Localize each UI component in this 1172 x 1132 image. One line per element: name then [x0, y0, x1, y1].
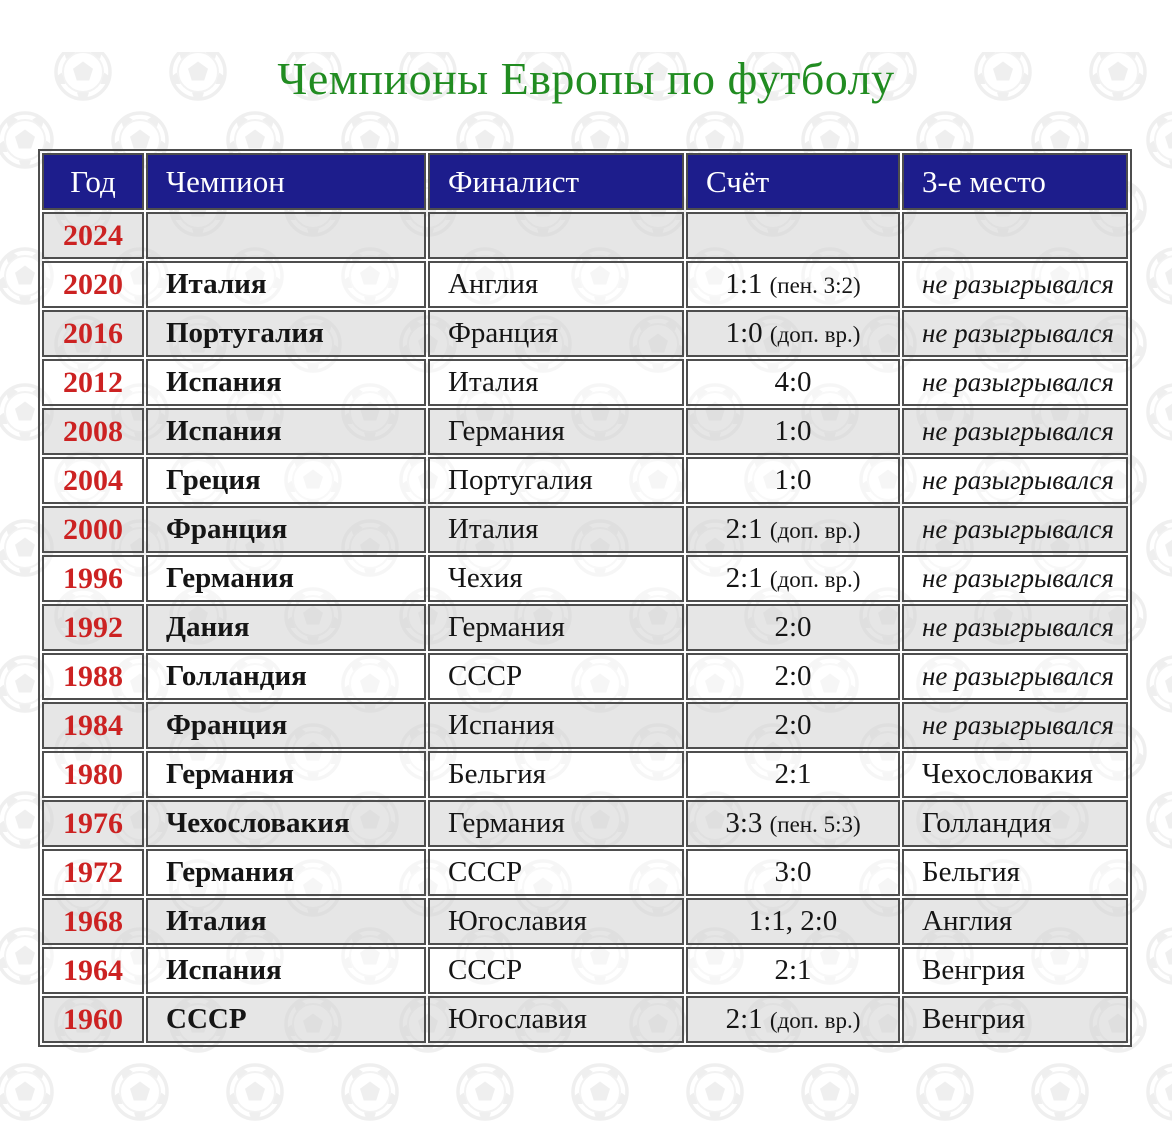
- table-row: [42, 261, 1128, 308]
- soccer-ball-icon: [0, 1065, 52, 1119]
- score-cell: [686, 457, 900, 504]
- year-cell: 2008: [42, 408, 144, 455]
- table-row: [42, 506, 1128, 553]
- year-cell: 1964: [42, 947, 144, 994]
- year-cell: 2012: [42, 359, 144, 406]
- champion-cell: Италия: [146, 261, 426, 308]
- header-third-place: 3-е место: [902, 153, 1128, 210]
- year-cell: 1996: [42, 555, 144, 602]
- score-main: 2:0: [774, 709, 812, 741]
- third-place-cell: Голландия: [902, 800, 1128, 847]
- score-cell: [686, 408, 900, 455]
- score-main: 2:1: [774, 758, 812, 790]
- score-main: 1:0: [774, 464, 812, 496]
- third-place-cell: Англия: [902, 898, 1128, 945]
- finalist-cell: Италия: [428, 506, 684, 553]
- score-cell: [686, 898, 900, 945]
- table-header-row: [42, 153, 1128, 210]
- finalist-cell: Испания: [428, 702, 684, 749]
- finalist-cell: СССР: [428, 849, 684, 896]
- score-main: 4:0: [774, 366, 812, 398]
- score-cell: [686, 996, 900, 1043]
- score-main: 2:0: [774, 660, 812, 692]
- table-row: [42, 555, 1128, 602]
- score-note: (доп. вр.): [769, 567, 861, 592]
- year-cell: 2016: [42, 310, 144, 357]
- score-cell: [686, 800, 900, 847]
- champion-cell: Чехословакия: [146, 800, 426, 847]
- score-cell: [686, 261, 900, 308]
- table-row: [42, 212, 1128, 259]
- champion-cell: Германия: [146, 555, 426, 602]
- champion-cell: Дания: [146, 604, 426, 651]
- header-year: Год: [42, 153, 144, 210]
- score-main: 2:0: [774, 611, 812, 643]
- third-place-cell: не разыгрывался: [902, 506, 1128, 553]
- score-note: (доп. вр.): [769, 322, 861, 347]
- soccer-ball-icon: [228, 1065, 282, 1119]
- champion-cell: Италия: [146, 898, 426, 945]
- score-cell: [686, 702, 900, 749]
- header-champion: Чемпион: [146, 153, 426, 210]
- score-main: 3:0: [774, 856, 812, 888]
- score-note: (пен. 5:3): [769, 812, 861, 837]
- champion-cell: [146, 212, 426, 259]
- score-main: 1:1, 2:0: [748, 905, 838, 937]
- score-main: 2:1: [725, 562, 763, 594]
- page-title: Чемпионы Европы по футболу: [277, 53, 895, 104]
- champion-cell: Голландия: [146, 653, 426, 700]
- third-place-cell: не разыгрывался: [902, 604, 1128, 651]
- finalist-cell: Германия: [428, 800, 684, 847]
- score-cell: [686, 849, 900, 896]
- page-content: [0, 52, 1172, 1047]
- finalist-cell: Чехия: [428, 555, 684, 602]
- soccer-ball-icon: [1148, 1065, 1172, 1119]
- champion-cell: Португалия: [146, 310, 426, 357]
- score-main: 1:0: [725, 317, 763, 349]
- table-row: [42, 653, 1128, 700]
- score-main: 1:1: [725, 268, 763, 300]
- champion-cell: Франция: [146, 702, 426, 749]
- finalist-cell: СССР: [428, 947, 684, 994]
- table-row: [42, 800, 1128, 847]
- table-row: [42, 604, 1128, 651]
- finalist-cell: Португалия: [428, 457, 684, 504]
- finalist-cell: Германия: [428, 604, 684, 651]
- soccer-ball-icon: [113, 1065, 167, 1119]
- table-row: [42, 702, 1128, 749]
- third-place-cell: Венгрия: [902, 947, 1128, 994]
- score-cell: [686, 653, 900, 700]
- year-cell: 2020: [42, 261, 144, 308]
- score-cell: [686, 212, 900, 259]
- table-body: [42, 212, 1128, 1043]
- champion-cell: СССР: [146, 996, 426, 1043]
- year-cell: 2024: [42, 212, 144, 259]
- soccer-ball-icon: [458, 1065, 512, 1119]
- third-place-cell: не разыгрывался: [902, 457, 1128, 504]
- score-main: 2:1: [725, 513, 763, 545]
- soccer-ball-icon: [573, 1065, 627, 1119]
- champion-cell: Франция: [146, 506, 426, 553]
- third-place-cell: не разыгрывался: [902, 408, 1128, 455]
- finalist-cell: Италия: [428, 359, 684, 406]
- third-place-cell: не разыгрывался: [902, 310, 1128, 357]
- table-row: [42, 751, 1128, 798]
- table-row: [42, 310, 1128, 357]
- score-cell: [686, 506, 900, 553]
- year-cell: 2000: [42, 506, 144, 553]
- champion-cell: Греция: [146, 457, 426, 504]
- soccer-ball-icon: [343, 1065, 397, 1119]
- champion-cell: Испания: [146, 947, 426, 994]
- finalist-cell: Франция: [428, 310, 684, 357]
- year-cell: 1980: [42, 751, 144, 798]
- score-note: (доп. вр.): [769, 1008, 861, 1033]
- table-row: [42, 996, 1128, 1043]
- header-finalist: Финалист: [428, 153, 684, 210]
- table-row: [42, 457, 1128, 504]
- finalist-cell: Югославия: [428, 898, 684, 945]
- champion-cell: Германия: [146, 751, 426, 798]
- third-place-cell: не разыгрывался: [902, 359, 1128, 406]
- table-row: [42, 849, 1128, 896]
- score-cell: [686, 604, 900, 651]
- third-place-cell: [902, 212, 1128, 259]
- finalist-cell: [428, 212, 684, 259]
- year-cell: 1968: [42, 898, 144, 945]
- year-cell: 1988: [42, 653, 144, 700]
- score-cell: [686, 751, 900, 798]
- finalist-cell: Бельгия: [428, 751, 684, 798]
- year-cell: 1960: [42, 996, 144, 1043]
- year-cell: 1972: [42, 849, 144, 896]
- table-row: [42, 898, 1128, 945]
- champion-cell: Германия: [146, 849, 426, 896]
- soccer-ball-icon: [803, 1065, 857, 1119]
- score-main: 2:1: [774, 954, 812, 986]
- soccer-ball-icon: [688, 1065, 742, 1119]
- score-main: 1:0: [774, 415, 812, 447]
- third-place-cell: не разыгрывался: [902, 702, 1128, 749]
- finalist-cell: Германия: [428, 408, 684, 455]
- third-place-cell: не разыгрывался: [902, 555, 1128, 602]
- score-main: 2:1: [725, 1003, 763, 1035]
- score-main: 3:3: [725, 807, 763, 839]
- year-cell: 1984: [42, 702, 144, 749]
- finalist-cell: Югославия: [428, 996, 684, 1043]
- score-cell: [686, 947, 900, 994]
- soccer-ball-icon: [918, 1065, 972, 1119]
- header-score: Счёт: [686, 153, 900, 210]
- score-cell: [686, 310, 900, 357]
- score-note: (доп. вр.): [769, 518, 861, 543]
- finalist-cell: СССР: [428, 653, 684, 700]
- third-place-cell: Бельгия: [902, 849, 1128, 896]
- finalist-cell: Англия: [428, 261, 684, 308]
- third-place-cell: Чехословакия: [902, 751, 1128, 798]
- champion-cell: Испания: [146, 359, 426, 406]
- year-cell: 1992: [42, 604, 144, 651]
- third-place-cell: не разыгрывался: [902, 653, 1128, 700]
- year-cell: 2004: [42, 457, 144, 504]
- third-place-cell: Венгрия: [902, 996, 1128, 1043]
- year-cell: 1976: [42, 800, 144, 847]
- score-note: (пен. 3:2): [769, 273, 861, 298]
- table-row: [42, 359, 1128, 406]
- score-cell: [686, 359, 900, 406]
- table-row: [42, 408, 1128, 455]
- soccer-ball-icon: [1033, 1065, 1087, 1119]
- champions-table: [38, 149, 1132, 1047]
- score-cell: [686, 555, 900, 602]
- third-place-cell: не разыгрывался: [902, 261, 1128, 308]
- champion-cell: Испания: [146, 408, 426, 455]
- table-row: [42, 947, 1128, 994]
